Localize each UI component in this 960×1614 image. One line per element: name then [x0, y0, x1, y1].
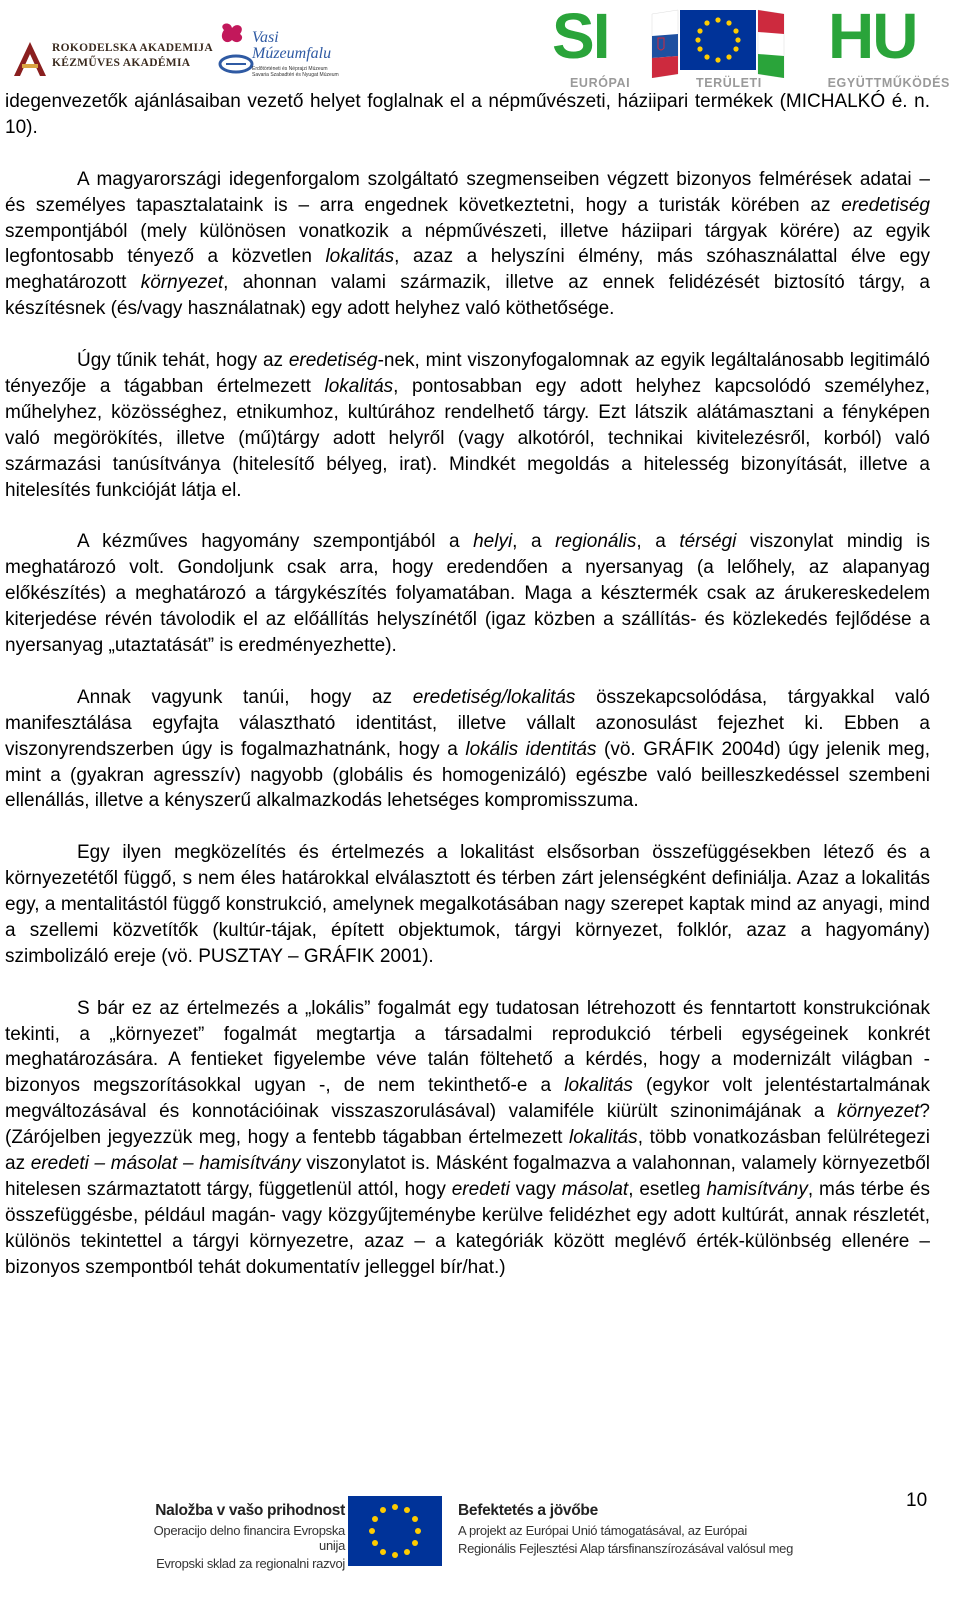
paragraph-2 — [5, 167, 930, 322]
p2-italic-f: környezet — [140, 272, 224, 294]
sihu-caption — [570, 76, 950, 90]
p7-text-g: , több vonatkozásban felülrétegezi az — [5, 1127, 931, 1175]
p4-italic-d: regionális — [555, 531, 637, 553]
p7-italic-l: másolat — [561, 1178, 629, 1200]
sihu-hu-text: HU — [828, 0, 917, 72]
sihu-si-text: SI — [552, 0, 609, 72]
p7-italic-n: hamisítvány — [706, 1178, 808, 1200]
page-number: 10 — [906, 1490, 928, 1511]
p4-text-a: A kézműves hagyomány szempontjából a — [77, 531, 474, 553]
p3-text-c: -nek, mint viszonyfogalomnak az egyik legáltalánosabb legitimáló tényezője a tágabban értelmezett — [5, 350, 930, 397]
p7-text-c: (egykor volt jelentéstartalmának megváltozásával és konnotációinak visszaszorulásával) valamiféle kiürült szinonimájának a — [5, 1075, 930, 1123]
footer-left-line-3: Evropski sklad za regionalni razvoj — [156, 1556, 345, 1571]
p4-text-e: , a — [636, 531, 680, 553]
caption-egyuttmukodes: EGYÜTTMŰKÖDÉS — [827, 76, 950, 90]
p1-text: idegenvezetők ajánlásaiban vezető helyet foglalnak el a népművészeti, háziipari termékek (MICHALKÓ é. n. 10). — [5, 91, 930, 138]
p7-italic-b: lokalitás — [564, 1075, 633, 1097]
vasi-subtitle: Erdőtörténeti és Néprajzi Múzeum Savaria Szabadtéri és Nyugat Múzeum — [252, 66, 339, 78]
p4-text-g: viszonylat mindig is meghatározó volt. Gondoljunk csak arra, hogy eredendően a nyersanyag (a lelőhely, az alapanyag előkészítés) a meghatározó a tárgykészítés folyamatában. Maga a késztermék csak az árukereskedelem kiterjedése révén távolodik el az előállítás helyszínétől (igaz közben a szállítás- és közlekedés fejlődése a nyersanyag „utaztatását” is eredményezhette). — [5, 531, 931, 656]
footer-hungarian-text — [458, 1502, 798, 1556]
paragraph-6 — [5, 840, 930, 970]
paragraph-7 — [5, 996, 930, 1281]
vasi-line-2: Múzeumfalu — [252, 45, 332, 62]
p5-italic-d: lokális identitás — [465, 738, 597, 760]
p3-italic-d: lokalitás — [324, 375, 394, 397]
footer-right-line-1: Befektetés a jövőbe — [458, 1502, 598, 1519]
eu-flag-icon — [348, 1496, 442, 1566]
p4-text-c: , a — [512, 531, 556, 553]
p7-italic-h: eredeti – másolat – hamisítvány — [30, 1153, 301, 1175]
si-hu-logo — [552, 0, 952, 90]
p7-text-e: ? (Zárójelben jegyezzük meg, hogy a fentebb tágabban értelmezett — [5, 1101, 930, 1149]
p2-text-e: , azaz a helyszíni élmény, más szóhasználattal élve egy meghatározott — [5, 246, 930, 294]
p7-text-o: , más térbe és összefüggésbe, például magán- vagy közgyűjteménybe kerülve felidézhet egy adott kultúrát, annak részletét, különös tekintettel a tárgyi környezetre, azaz – a kategóriák között meglévő érték-különbség ellenére – bizonyos szempontból tehát dokumentatív jelleggel bír/hat.) — [5, 1178, 930, 1278]
footer-right-line-2: A projekt az Európai Unió támogatásával, az Európai — [458, 1523, 747, 1538]
p3-text-a: Úgy tűnik tehát, hogy az — [77, 350, 289, 372]
caption-teruleti: TERÜLETI — [695, 76, 762, 90]
paragraph-3 — [5, 348, 930, 503]
rokodelska-akademija-logo — [10, 34, 220, 82]
p2-italic-d: lokalitás — [325, 246, 395, 268]
page-header — [0, 0, 960, 92]
rokodelska-mark-icon — [10, 38, 50, 78]
paragraph-4 — [5, 529, 930, 659]
p7-text-k: vagy — [509, 1178, 562, 1200]
p7-italic-j: eredeti — [451, 1178, 510, 1200]
paragraph-1 — [5, 89, 930, 141]
p2-text-c: szempontjából (mely különösen vonatkozik a népművészeti, illetve háziipari tárgyak körére) az egyik legfontosabb tényező a közvetlen — [5, 220, 930, 268]
vasi-muzeumfalu-mark-icon — [216, 20, 256, 80]
p2-text-g: , ahonnan valami származik, illetve az ennek felidézését biztosító tárgy, a készítésnek (és/vagy használatnak) egy adott helyhez való köthetősége. — [5, 272, 930, 320]
vasi-line-1: Vasi — [252, 29, 279, 46]
p5-text-e: (vö. GRÁFIK 2004d) úgy jelenik meg, mint a (gyakran agresszív) nagyobb (globális és homogenizáló) egészbe való beilleszkedéssel szembeni ellenállás, illetve a kényszerű alkalmazkodás lehetséges kompromisszuma. — [5, 738, 931, 812]
p3-italic-b: eredetiség — [288, 350, 378, 372]
p4-italic-f: térségi — [679, 531, 737, 553]
p5-text-c: összekapcsolódása, tárgyakkal való manifesztálása egyfajta választható identitást, illetve vállalt azonosulást fejezhet ki. Ebben a viszonyrendszerben úgy is fogalmazhatnánk, hogy a — [5, 686, 930, 760]
p7-italic-f: lokalitás — [569, 1127, 638, 1149]
si-eu-hu-flags-icon — [644, 8, 794, 78]
rokodelska-line-1: ROKODELSKA AKADEMIJA — [52, 42, 213, 54]
caption-europai: EURÓPAI — [570, 76, 631, 90]
vasi-muzeumfalu-logo — [216, 16, 339, 82]
p7-text-m: , esetleg — [628, 1178, 707, 1200]
p2-italic-b: eredetiség — [841, 194, 930, 216]
footer-slovenian-text — [145, 1502, 345, 1571]
paragraph-5 — [5, 685, 930, 815]
p7-italic-d: környezet — [837, 1101, 920, 1123]
footer-right-line-3: Regionális Fejlesztési Alap társfinanszírozásával valósul meg — [458, 1541, 794, 1556]
p5-italic-b: eredetiség/lokalitás — [412, 686, 576, 708]
footer-left-line-1: Naložba v vašo prihodnost — [155, 1502, 345, 1519]
document-body — [5, 89, 930, 1306]
p2-text-a: A magyarországi idegenforgalom szolgáltató szegmenseiben végzett bizonyos felmérések adatai – és személyes tapasztalataink is – arra engednek következtetni, hogy a turisták körében az — [5, 168, 930, 216]
p3-text-e: , pontosabban egy adott helyhez kapcsolódó személyhez, műhelyhez, közösséghez, etnikumhoz, kultúrához rendelhető tárgy. Ezt látszik alátámasztani a fényképen való megörökítés, illetve (mű)tárgy adott helyről (vagy alkotóról, technikai kivitelezésről, korból) való származási tanúsítványa (hitelesítő bélyeg, irat). Mindkét megoldás a hitelesség bizonyítását, illetve a hitelesítés funkcióját látja el. — [5, 375, 930, 501]
p7-text-i: viszonylatot is. Másként fogalmazva a valahonnan, valamely környezetből hitelesen származtatott tárgy, függetlenül attól, hogy — [5, 1153, 930, 1200]
p5-text-a: Annak vagyunk tanúi, hogy az — [77, 686, 413, 708]
p6-text: Egy ilyen megközelítés és értelmezés a lokalitást elsősorban összefüggésekben létező és a környezetétől függő, s nem éles határokkal elválasztott és térben zárt jelenségként definiálja. Azaz a lokalitás egy, a mentalitástól függő konstrukció, amelynek megalkotásában nagy szerepet kaptak mind az anyagi, mind a szellemi közvetítők (kultúr-tájak, épített objektumok, tárgyi környezet, folklór, azaz a hagyomány) szimbolizáló ereje (vö. PUSZTAY – GRÁFIK 2001). — [5, 842, 930, 967]
p7-text-a: S bár ez az értelmezés a „lokális” fogalmát egy tudatosan létrehozott és fenntartott konstrukciónak tekinti, a „környezet” fogalmát megtartja a társadalmi reprodukció térbeli egységeinek konkrét meghatározására. A fentieket figyelembe véve talán föltehető a kérdés, hogy a modernizált világban - bizonyos megszorításokkal ugyan -, de nem tekinthető-e a — [5, 997, 930, 1097]
rokodelska-line-2: KÉZMŰVES AKADÉMIA — [52, 57, 191, 69]
p4-italic-b: helyi — [473, 531, 513, 553]
footer-left-line-2: Operacijo delno financira Evropska unija — [153, 1523, 345, 1553]
